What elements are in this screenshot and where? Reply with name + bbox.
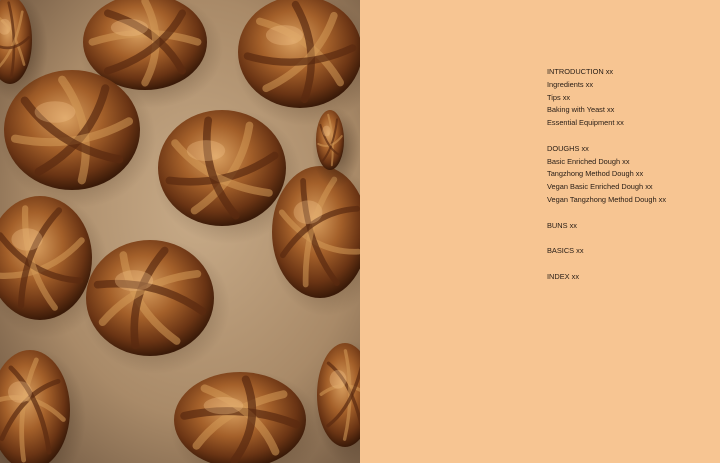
toc-section-buns [547, 220, 666, 233]
toc-heading[interactable]: DOUGHS xx [547, 143, 589, 153]
toc-heading[interactable]: INDEX xx [547, 271, 580, 281]
bun [312, 108, 360, 188]
contents-page [360, 0, 720, 463]
toc-section-introduction [547, 66, 666, 130]
toc-section-index [547, 271, 666, 284]
toc-item[interactable]: Tips xx [547, 92, 571, 102]
table-of-contents [547, 66, 666, 296]
toc-section-basics [547, 245, 666, 258]
toc-item[interactable]: Essential Equipment xx [547, 118, 624, 128]
toc-item[interactable]: Ingredients xx [547, 79, 594, 89]
toc-item[interactable]: Vegan Tangzhong Method Dough xx [547, 194, 667, 204]
toc-heading[interactable]: BUNS xx [547, 220, 577, 230]
toc-item[interactable]: Vegan Basic Enriched Dough xx [547, 182, 653, 192]
toc-item[interactable]: Tangzhong Method Dough xx [547, 169, 644, 179]
toc-heading[interactable]: BASICS xx [547, 246, 584, 256]
toc-item[interactable]: Baking with Yeast xx [547, 105, 615, 115]
bun [82, 238, 230, 374]
toc-item[interactable]: Basic Enriched Dough xx [547, 156, 630, 166]
toc-heading[interactable]: INTRODUCTION xx [547, 67, 614, 76]
toc-section-doughs [547, 143, 666, 207]
